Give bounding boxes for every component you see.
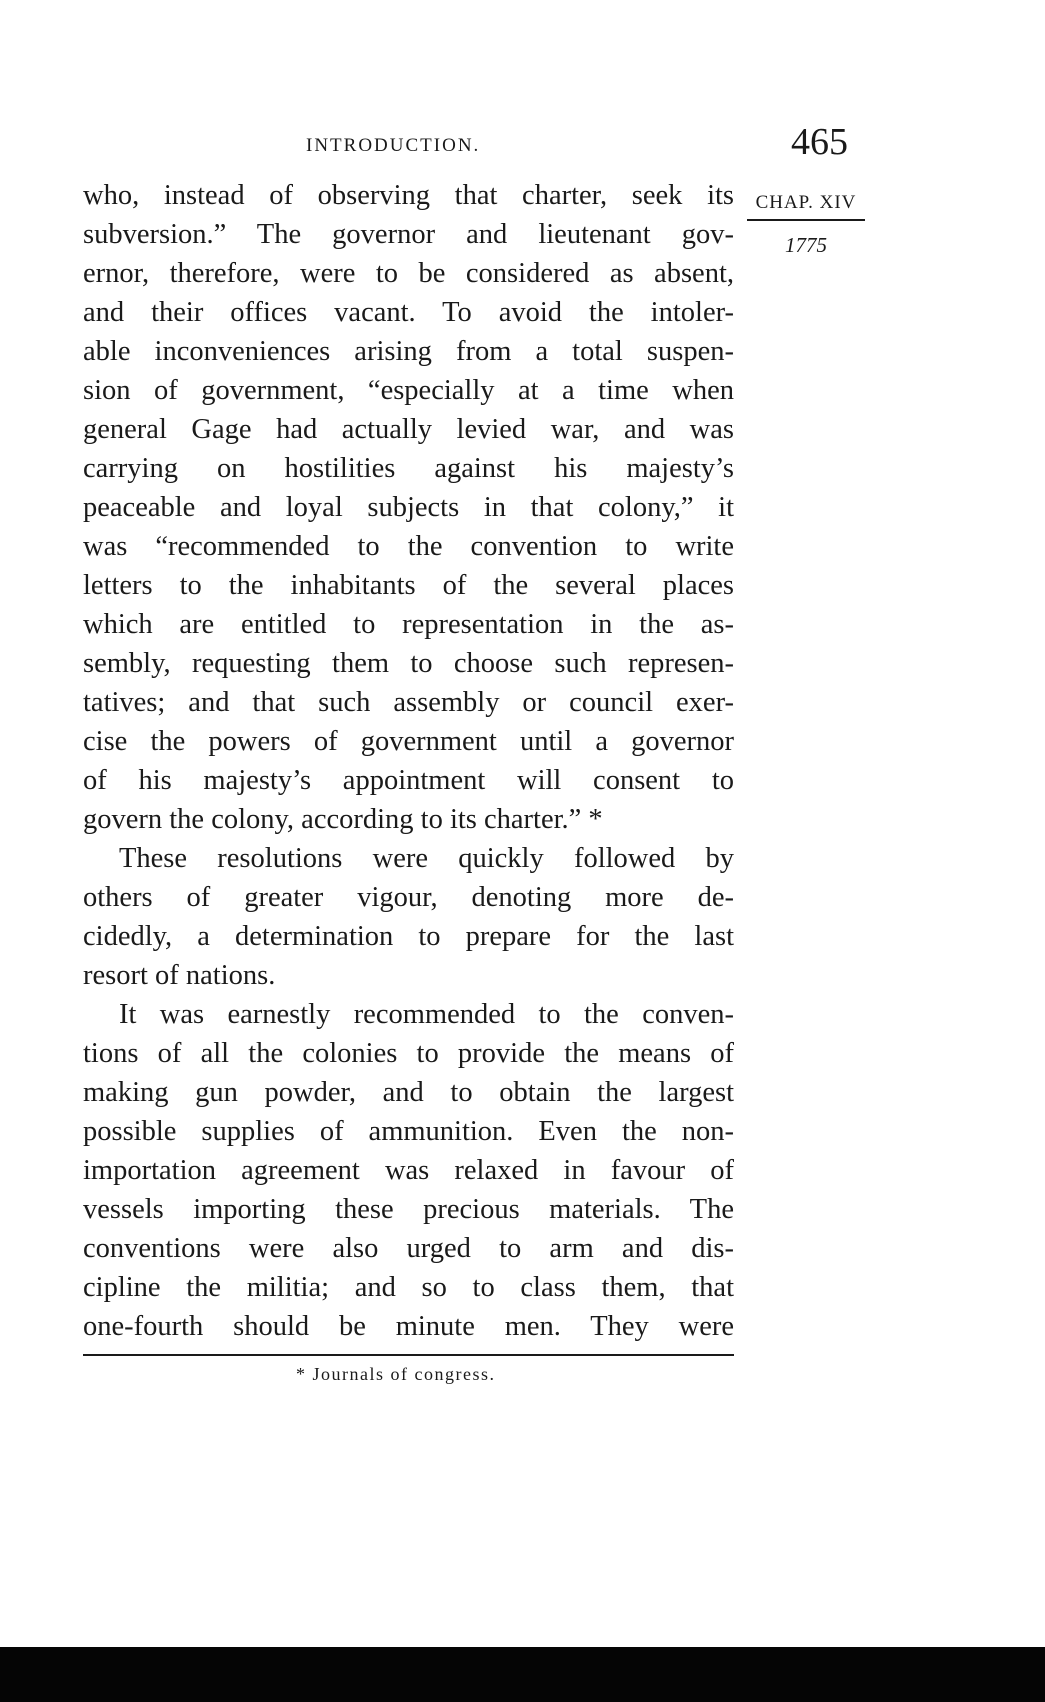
body-text	[83, 176, 734, 1346]
page-number: 465	[791, 121, 848, 163]
text-line: subversion.” The governor and lieutenant gov-	[83, 219, 734, 250]
text-line: which are entitled to representation in the as-	[83, 609, 734, 640]
text-line: able inconveniences arising from a total suspen-	[83, 336, 734, 367]
text-line: tatives; and that such assembly or council exer-	[83, 687, 734, 718]
text-line: others of greater vigour, denoting more de-	[83, 882, 734, 913]
paragraph	[83, 176, 734, 839]
text-line: sembly, requesting them to choose such represen-	[83, 648, 734, 679]
text-line: cise the powers of government until a governor	[83, 726, 734, 757]
text-line: and their offices vacant. To avoid the intoler-	[83, 297, 734, 328]
chapter-label: CHAP. XIV	[747, 192, 865, 221]
text-line: These resolutions were quickly followed by	[119, 843, 734, 874]
text-line: ernor, therefore, were to be considered as absent,	[83, 258, 734, 289]
footnote: * Journals of congress.	[296, 1364, 496, 1384]
scan-edge-band	[0, 1647, 1045, 1702]
text-line: carrying on hostilities against his majesty’s	[83, 453, 734, 484]
text-line: vessels importing these precious materials. The	[83, 1194, 734, 1225]
text-line: sion of government, “especially at a time when	[83, 375, 734, 406]
text-line: cidedly, a determination to prepare for the last	[83, 921, 734, 952]
paragraph	[83, 839, 734, 995]
year-label: 1775	[785, 233, 827, 257]
text-line: govern the colony, according to its charter.” *	[83, 804, 603, 835]
text-line: It was earnestly recommended to the conven-	[119, 999, 734, 1030]
text-line: tions of all the colonies to provide the means of	[83, 1038, 734, 1069]
text-line: importation agreement was relaxed in favour of	[83, 1155, 734, 1186]
text-line: cipline the militia; and so to class them, that	[83, 1272, 734, 1303]
text-line: conventions were also urged to arm and dis-	[83, 1233, 734, 1264]
text-line: who, instead of observing that charter, seek its	[83, 180, 734, 211]
text-line: of his majesty’s appointment will consent to	[83, 765, 734, 796]
text-line: letters to the inhabitants of the several places	[83, 570, 734, 601]
text-line: one-fourth should be minute men. They were	[83, 1311, 734, 1342]
text-line: making gun powder, and to obtain the largest	[83, 1077, 734, 1108]
running-head: INTRODUCTION.	[306, 135, 481, 156]
text-line: general Gage had actually levied war, and was	[83, 414, 734, 445]
text-line: was “recommended to the convention to write	[83, 531, 734, 562]
footnote-divider	[83, 1354, 734, 1356]
paragraph	[83, 995, 734, 1346]
text-line: resort of nations.	[83, 960, 276, 991]
margin-note	[747, 192, 865, 258]
text-line: possible supplies of ammunition. Even the non-	[83, 1116, 734, 1147]
text-line: peaceable and loyal subjects in that colony,” it	[83, 492, 734, 523]
